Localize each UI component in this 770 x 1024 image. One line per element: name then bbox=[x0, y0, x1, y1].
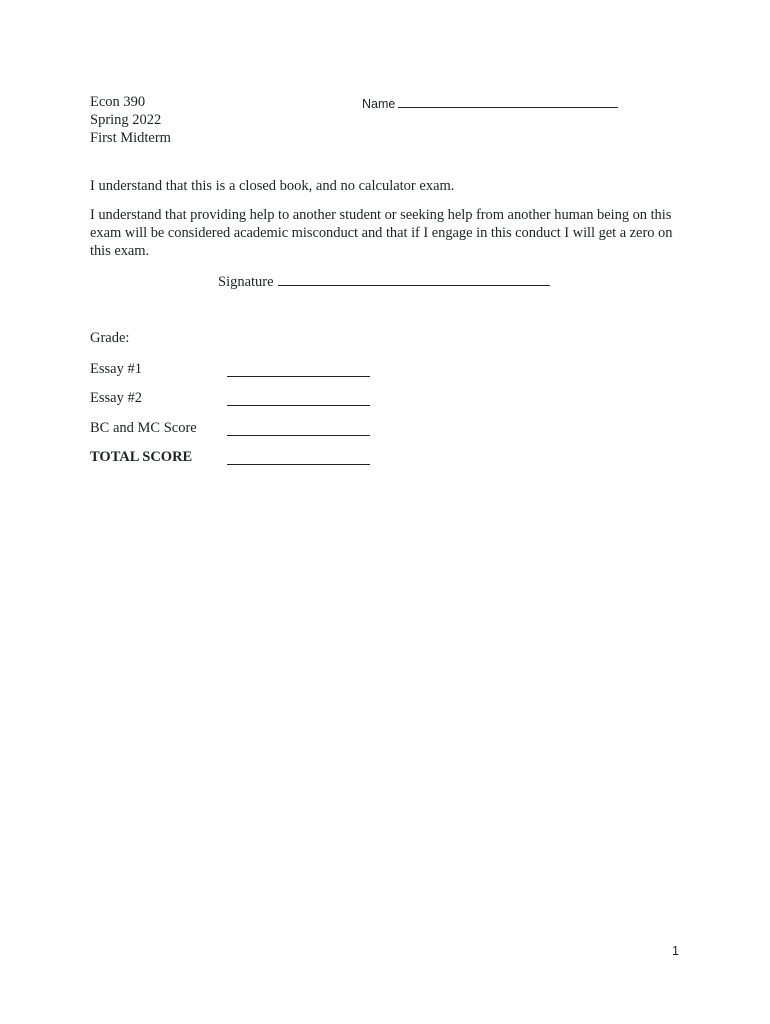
grade-row-label: TOTAL SCORE bbox=[90, 449, 193, 465]
name-label: Name bbox=[362, 97, 396, 111]
signature-field[interactable] bbox=[218, 272, 550, 291]
closed-book-statement: I understand that this is a closed book, and no calculator exam. bbox=[90, 178, 455, 194]
grade-heading: Grade: bbox=[90, 330, 130, 346]
misconduct-statement: I understand that providing help to another student or seeking help from another human being on this exam will be considered academic misconduct and that if I engage in this conduct I will get a zero on this exam. bbox=[90, 207, 673, 259]
grade-blank-line[interactable] bbox=[227, 405, 370, 406]
course-term: Spring 2022 bbox=[90, 112, 162, 128]
page-number: 1 bbox=[672, 944, 679, 958]
name-field[interactable] bbox=[362, 94, 618, 111]
signature-label: Signature bbox=[218, 274, 274, 290]
exam-title: First Midterm bbox=[90, 130, 171, 146]
course-header bbox=[90, 93, 171, 147]
grade-blank-line[interactable] bbox=[227, 376, 370, 377]
grade-blank-line[interactable] bbox=[227, 435, 370, 436]
grade-row-label: BC and MC Score bbox=[90, 420, 197, 436]
signature-blank-line[interactable] bbox=[278, 272, 550, 286]
grade-row-label: Essay #2 bbox=[90, 390, 142, 406]
grade-row-label: Essay #1 bbox=[90, 361, 142, 377]
name-blank-line[interactable] bbox=[398, 94, 618, 108]
grade-blank-line[interactable] bbox=[227, 464, 370, 465]
grade-row-total-score bbox=[90, 449, 380, 469]
grade-row-essay-2 bbox=[90, 390, 380, 410]
grade-row-essay-1 bbox=[90, 361, 380, 381]
course-name: Econ 390 bbox=[90, 94, 146, 110]
grade-row-bc-mc-score bbox=[90, 420, 380, 440]
